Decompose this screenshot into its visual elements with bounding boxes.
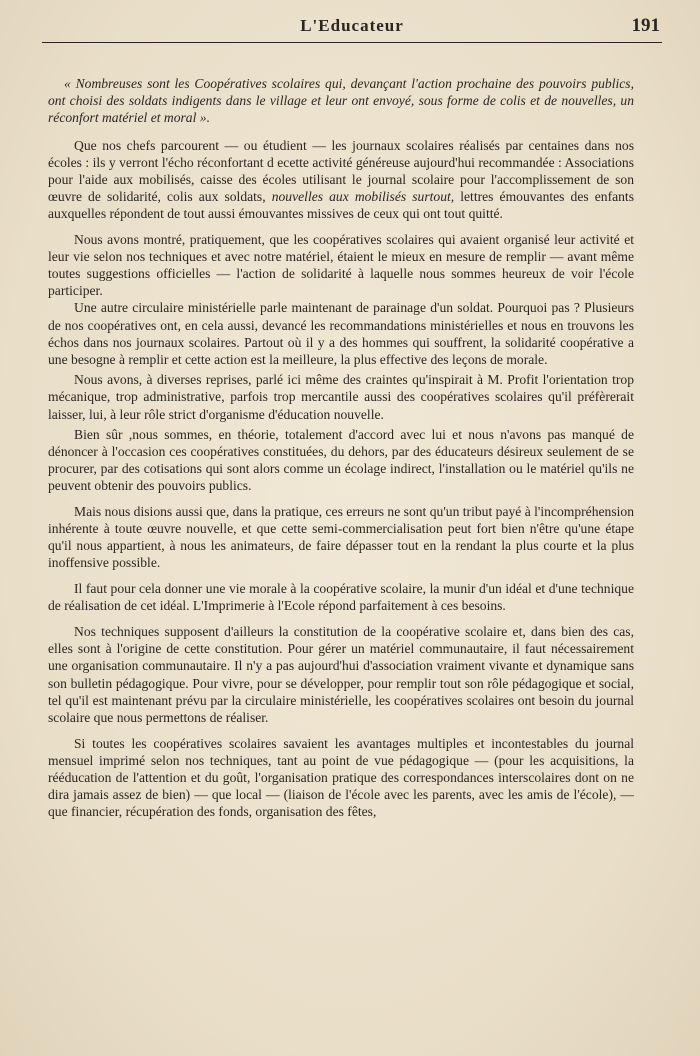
paragraph-4: Une autre circulaire ministérielle parle maintenant de parainage d'un soldat. Pourquoi pas ? Plusieurs de nos coopératives ont, en cela aussi, devancé les recommandations ministérielles et nous en trouvons les échos dans nos journaux scolaires. Partout où il y a des hommes qui souffrent, la solidarité coopérative a une besogne à remplir et cette action est la meilleure, la plus effective des leçons de morale. [48, 300, 634, 368]
journal-title: L'Educateur [300, 16, 404, 35]
running-header [42, 14, 662, 43]
paragraph-2-text-a: Que nos chefs parcourent — ou étudient — les journaux scolaires réalisés par centaines dans nos écoles : ils y verront l'écho réconfortant d ecette activité généreuse aujourd'hui recommandée : Associations pour l'aide aux mobilisés, caisse des écoles utilisant le journal scolaire pour l'accomplissement de son œuvre de solidarité, colis aux soldats, [48, 137, 634, 205]
article-body [48, 75, 634, 821]
paragraph-8: Il faut pour cela donner une vie morale à la coopérative scolaire, la munir d'un idéal et d'une technique de réalisation de cet idéal. L'Imprimerie à l'Ecole répond parfaitement à ces besoins. [48, 580, 634, 614]
paragraph-9: Nos techniques supposent d'ailleurs la constitution de la coopérative scolaire et, dans bien des cas, elles sont à l'origine de cette constitution. Pour gérer un matériel communautaire, il faut nécessairement une organisation communautaire. Il n'y a pas aujourd'hui d'association vraiment vivante et dynamique sans son bulletin pédagogique. Pour vivre, pour se développer, pour remplir tout son rôle pédagogique et social, tel qu'il est maintenant prévu par la circulaire ministérielle, les coopératives scolaires ont besoin du journal scolaire que nous permettons de réaliser. [48, 623, 634, 725]
paragraph-7: Mais nous disions aussi que, dans la pratique, ces erreurs ne sont qu'un tribut payé à l'incompréhension inhérente à toute œuvre nouvelle, et que cette semi-commercialisation peut fort bien n'être qu'une étape qu'il nous appartient, à nous les animateurs, de faire dépasser tout en la rendant la plus courte et la plus inoffensive possible. [48, 503, 634, 571]
paragraph-2-text-b: lettres émouvantes des enfants auxquelles répondent de tout aussi émouvantes missives de ceux qui ont tout quitté. [48, 189, 634, 222]
paragraph-10: Si toutes les coopératives scolaires savaient les avantages multiples et incontestables du journal mensuel imprimé selon nos techniques, tant au point de vue pédagogique — (pour les acquisitions, la rééducation de l'attention et du goût, l'organisation pratique des correspondances interscolaires dont on ne dira jamais assez de bien) — que local — (liaison de l'école avec les parents, avec les amis de l'école), — que financier, récupération des fonds, organisation des fêtes, [48, 735, 634, 820]
page-number: 191 [631, 15, 660, 36]
paragraph-6: Bien sûr ,nous sommes, en théorie, totalement d'accord avec lui et nous n'avons pas manqué de dénoncer à l'occasion ces coopératives constituées, du dehors, par des éducateurs désireux seulement de se procurer, par des cotisations qui sont alors comme un écolage indirect, l'installation ou le matériel qu'ils ne peuvent obtenir des pouvoirs publics. [48, 426, 634, 494]
paragraph-3: Nous avons montré, pratiquement, que les coopératives scolaires qui avaient organisé leur activité et leur vie selon nos techniques et avec notre matériel, étaient le mieux en mesure de remplir — avant même toutes suggestions officielles — l'action de solidarité à laquelle nous sommes heureux de voir l'école participer. [48, 231, 634, 299]
paragraph-2-emphasis: nouvelles aux mobilisés surtout, [271, 189, 455, 205]
paragraph-2 [48, 137, 634, 223]
quoted-circular: « Nombreuses sont les Coopératives scolaires qui, devançant l'action prochaine des pouvoirs publics, ont choisi des soldats indigents dans le village et leur ont envoyé, sous forme de colis et de nouvelles, un réconfort matériel et moral ». [48, 76, 634, 126]
paragraph-5: Nous avons, à diverses reprises, parlé ici même des craintes qu'inspirait à M. Profit l'orientation trop mécanique, trop administrative, parfois trop mercantile aussi des coopératives scolaires qu'il préfèrerait laisser, lui, à leur rôle strict d'organisme d'éducation nouvelle. [48, 372, 634, 422]
